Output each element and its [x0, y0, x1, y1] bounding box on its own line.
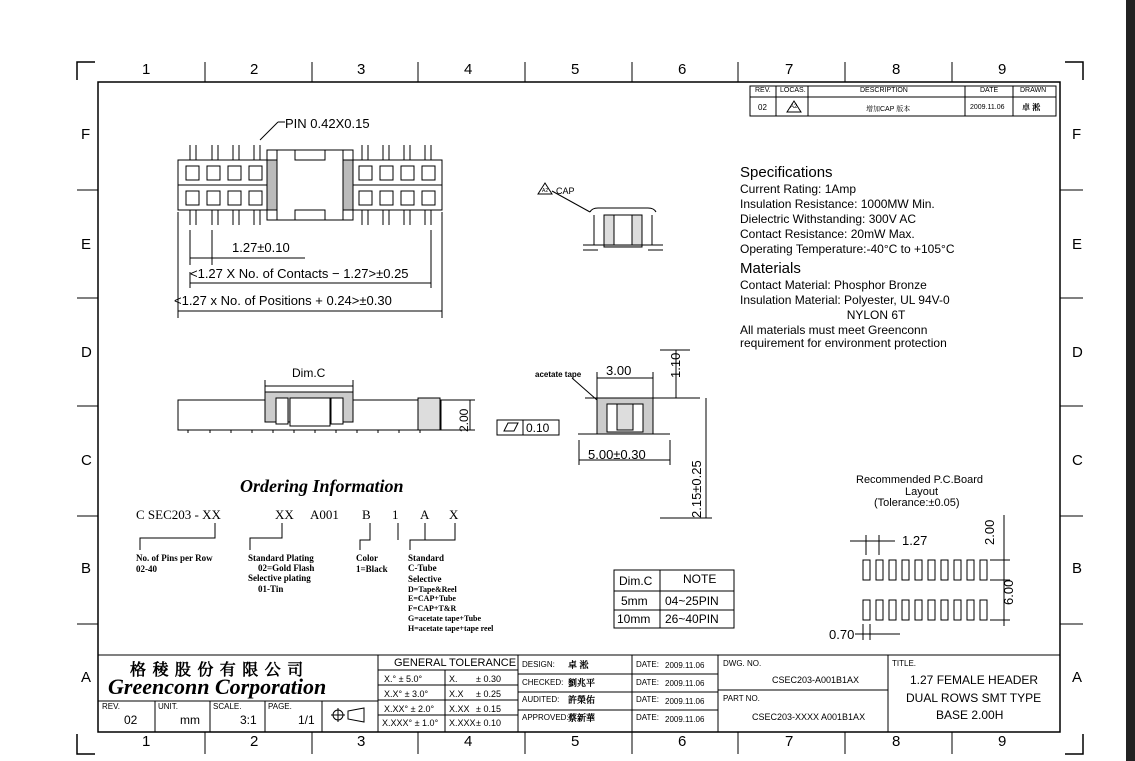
drawing-number-label: DWG. NO. — [723, 659, 762, 668]
acetate-tape-label: acetate tape — [535, 370, 582, 379]
tolerance-value: ± 0.30 — [476, 674, 501, 684]
company-name-chinese: 格 稜 股 份 有 限 公 司 — [130, 662, 305, 679]
signoff-date: 2009.11.06 — [665, 679, 705, 688]
order-package-cap-tr: F=CAP+T&R — [408, 604, 457, 613]
scale-field-value: 3:1 — [240, 713, 257, 727]
signoff-role: AUDITED: — [522, 695, 560, 704]
drawn-header: DRAWN — [1020, 87, 1047, 94]
material-note-2: requirement for environment protection — [740, 336, 947, 350]
order-package-tape-reel: D=Tape&Reel — [408, 585, 457, 594]
pcb-pitch-dimension: 1.27 — [902, 533, 928, 548]
pcb-layout-tolerance: (Tolerance:±0.05) — [874, 497, 960, 509]
row-label-D-right: D — [1072, 344, 1083, 361]
material-insulation-alt: NYLON 6T — [740, 308, 906, 322]
tolerance-decimal: X.XXX — [449, 718, 476, 728]
tolerance-decimal: X. — [449, 674, 458, 684]
column-label-3: 3 — [357, 61, 366, 78]
column-label-8: 8 — [892, 61, 901, 78]
row-label-C-right: C — [1072, 452, 1083, 469]
spec-dielectric: Dielectric Withstanding: 300V AC — [740, 212, 917, 226]
page-field-value: 1/1 — [298, 713, 315, 727]
company-name-english: Greenconn Corporation — [108, 674, 327, 699]
material-contact: Contact Material: Phosphor Bronze — [740, 278, 927, 292]
order-plating-gold: 02=Gold Flash — [258, 563, 315, 573]
order-code-height: B — [362, 507, 371, 522]
description-header: DESCRIPTION — [860, 87, 908, 94]
row-label-D: D — [81, 344, 92, 361]
drawing-title-line-1: 1.27 FEMALE HEADER — [910, 673, 1039, 687]
pcb-pad-length-dimension: 2.00 — [982, 519, 997, 545]
drawing-title-line-2: DUAL ROWS SMT TYPE — [906, 691, 1042, 705]
order-plating-selective: Selective plating — [248, 573, 311, 583]
order-pins-label: No. of Pins per Row — [136, 553, 213, 563]
row-label-B: B — [81, 560, 92, 577]
cap-label: CAP — [556, 186, 575, 196]
material-insulation: Insulation Material: Polyester, UL 94V-0 — [740, 293, 950, 307]
signoff-role: DESIGN: — [522, 660, 555, 669]
total-height-dimension: 2.15±0.25 — [689, 460, 704, 518]
signoff-name: 卓 淞 — [568, 660, 589, 670]
tolerance-decimal: X.XX — [449, 704, 470, 714]
signoff-name: 許榮佑 — [568, 695, 596, 705]
signoff-role: CHECKED: — [522, 678, 564, 687]
positions-dimension: <1.27 x No. of Positions + 0.24>±0.30 — [174, 293, 392, 308]
row-label-B-right: B — [1072, 560, 1083, 577]
signoff-date-label: DATE: — [636, 678, 659, 687]
row-label-C: C — [81, 452, 92, 469]
column-label-9: 9 — [998, 61, 1007, 78]
dim-table-header-note: NOTE — [683, 572, 717, 586]
part-number: CSEC203-XXXX A001B1AX — [752, 712, 866, 722]
signoff-date: 2009.11.06 — [665, 697, 705, 706]
pcb-pad-width-dimension: 0.70 — [829, 627, 855, 642]
column-label-5-bottom: 5 — [571, 733, 580, 750]
column-label-6: 6 — [678, 61, 687, 78]
rev-header: REV. — [755, 87, 771, 94]
tolerance-value: ± 0.15 — [476, 704, 501, 714]
drawing-title-line-3: BASE 2.00H — [936, 708, 1004, 722]
dim-table-cell: 10mm — [617, 612, 651, 626]
order-package-tube: C-Tube — [408, 563, 437, 573]
column-label-7-bottom: 7 — [785, 733, 794, 750]
column-label-3-bottom: 3 — [357, 733, 366, 750]
locas-value: A2 — [790, 104, 798, 110]
ordering-title: Ordering Information — [240, 476, 404, 496]
contacts-dimension: <1.27 X No. of Contacts − 1.27>±0.25 — [190, 266, 409, 281]
signoff-name: 蔡新華 — [568, 713, 596, 723]
tape-height-dimension: 1.10 — [668, 352, 683, 378]
spec-insulation-resistance: Insulation Resistance: 1000MW Min. — [740, 197, 935, 211]
tape-width-dimension: 3.00 — [606, 363, 632, 378]
column-label-4-bottom: 4 — [464, 733, 473, 750]
signoff-role: APPROVED: — [522, 713, 569, 722]
column-label-7: 7 — [785, 61, 794, 78]
part-number-label: PART NO. — [723, 694, 760, 703]
column-label-8-bottom: 8 — [892, 733, 901, 750]
order-color-black: 1=Black — [356, 564, 388, 574]
material-note-1: All materials must meet Greenconn — [740, 323, 928, 337]
signoff-date: 2009.11.06 — [665, 715, 705, 724]
tolerance-angle: X.XX° ± 2.0° — [384, 704, 435, 714]
order-package-acetate-tube: G=acetate tape+Tube — [408, 614, 482, 623]
order-code-style: A — [420, 507, 430, 522]
column-label-9-bottom: 9 — [998, 733, 1007, 750]
side-height-dimension: 2.00 — [457, 408, 471, 432]
tolerance-decimal: X.X — [449, 689, 464, 699]
body-width-dimension: 5.00±0.30 — [588, 447, 646, 462]
order-pins-range: 02-40 — [136, 564, 157, 574]
pin-size-label: PIN 0.42X0.15 — [285, 116, 370, 131]
tolerance-angle: X.X° ± 3.0° — [384, 689, 429, 699]
tolerance-value: ± 0.25 — [476, 689, 501, 699]
signoff-date: 2009.11.06 — [665, 661, 705, 670]
signoff-date-label: DATE: — [636, 713, 659, 722]
signoff-date-label: DATE: — [636, 695, 659, 704]
row-label-F-right: F — [1072, 126, 1082, 143]
row-label-A-right: A — [1072, 669, 1083, 686]
flatness-tolerance: 0.10 — [526, 421, 550, 435]
order-code-package: X — [449, 507, 459, 522]
tolerance-angle: X.XXX° ± 1.0° — [382, 718, 439, 728]
pitch-dimension: 1.27±0.10 — [232, 240, 290, 255]
column-label-2: 2 — [250, 61, 259, 78]
order-plating-standard: Standard Plating — [248, 553, 314, 563]
order-package-cap-tube: E=CAP+Tube — [408, 594, 456, 603]
row-label-E: E — [81, 236, 92, 253]
dim-table-cell: 5mm — [621, 594, 648, 608]
locas-header: LOCAS. — [780, 87, 806, 94]
order-code-body: A001 — [310, 507, 339, 522]
date-header: DATE — [980, 87, 999, 94]
column-label-6-bottom: 6 — [678, 733, 687, 750]
cap-revision-mark: A2 — [542, 188, 549, 194]
materials-title: Materials — [740, 260, 801, 277]
tolerance-value: ± 0.10 — [476, 718, 501, 728]
order-color-label: Color — [356, 553, 378, 563]
dim-table-cell: 04~25PIN — [665, 594, 719, 608]
order-package-acetate-reel: H=acetate tape+tape reel — [408, 624, 494, 633]
description-value: 增加CAP 版本 — [866, 106, 911, 113]
order-code-series: C SEC203 - XX — [136, 507, 221, 522]
column-label-1: 1 — [142, 61, 151, 78]
pcb-row-span-dimension: 6.00 — [1001, 579, 1016, 605]
order-code-color: 1 — [392, 507, 399, 522]
tolerance-angle: X.° ± 5.0° — [384, 674, 423, 684]
scale-field-label: SCALE. — [213, 702, 242, 711]
unit-field-value: mm — [180, 713, 200, 727]
rev-value: 02 — [758, 103, 767, 112]
row-label-A: A — [81, 669, 92, 686]
spec-current-rating: Current Rating: 1Amp — [740, 182, 857, 196]
general-tolerance-title: GENERAL TOLERANCE — [394, 657, 517, 669]
pcb-layout-subtitle: Layout — [905, 486, 939, 498]
drawn-value: 卓 淞 — [1022, 103, 1041, 112]
spec-contact-resistance: Contact Resistance: 20mW Max. — [740, 227, 915, 241]
rev-field-label: REV. — [102, 702, 120, 711]
rev-field-value: 02 — [124, 713, 138, 727]
rev-date-value: 2009.11.06 — [970, 104, 1005, 111]
row-label-F: F — [81, 126, 91, 143]
column-label-2-bottom: 2 — [250, 733, 259, 750]
column-label-4: 4 — [464, 61, 473, 78]
dim-table-header-dimc: Dim.C — [619, 574, 653, 588]
dim-c-label: Dim.C — [292, 366, 326, 380]
unit-field-label: UNIT. — [158, 702, 178, 711]
row-label-E-right: E — [1072, 236, 1083, 253]
title-field-label: TITLE. — [892, 659, 917, 668]
page-field-label: PAGE. — [268, 702, 292, 711]
spec-operating-temperature: Operating Temperature:-40°C to +105°C — [740, 242, 955, 256]
order-package-selective: Selective — [408, 574, 442, 584]
column-label-5: 5 — [571, 61, 580, 78]
signoff-date-label: DATE: — [636, 660, 659, 669]
drawing-number: CSEC203-A001B1AX — [772, 675, 860, 685]
order-package-standard: Standard — [408, 553, 445, 563]
column-label-1-bottom: 1 — [142, 733, 151, 750]
order-plating-tin: 01-Tin — [258, 584, 284, 594]
specifications-title: Specifications — [740, 164, 833, 181]
dim-table-cell: 26~40PIN — [665, 612, 719, 626]
signoff-name: 劉兆平 — [568, 678, 596, 688]
pcb-layout-title: Recommended P.C.Board — [856, 474, 983, 486]
order-code-plating: XX — [275, 507, 294, 522]
